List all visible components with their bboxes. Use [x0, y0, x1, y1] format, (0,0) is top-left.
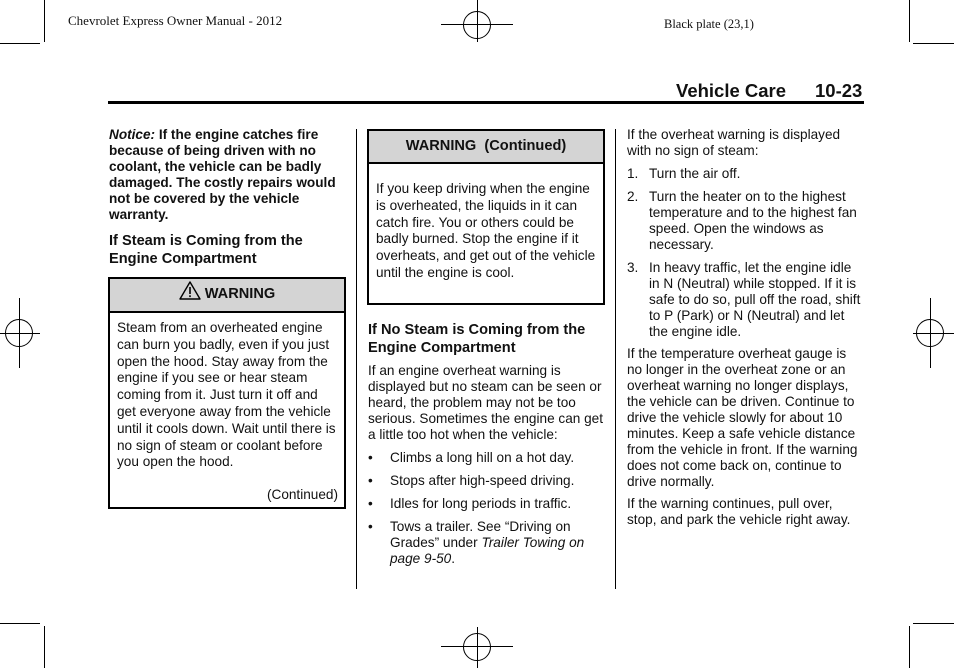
intro-paragraph: If an engine overheat warning is displayed but no steam can be seen or heard, the problem may not be too serious. Sometimes the engine can get a little too hot when the vehicle: — [368, 363, 604, 442]
warning-continued-header: WARNING (Continued) — [369, 131, 603, 164]
numbered-list — [627, 166, 865, 340]
list-item: • Climbs a long hill on a hot day. — [368, 450, 575, 465]
crop-mark — [913, 623, 954, 624]
warning-continued-text: If you keep driving when the engine is overheated, the liquids in it can catch fire. You or others could be badly burned. Stop the engine if it overheats, and get out of the vehicle until the engine is cool. — [376, 181, 596, 280]
crop-mark — [0, 623, 40, 624]
list-item: • Tows a trailer. See “Driving on Grades” under Trailer Towing on page 9-50. — [368, 519, 585, 566]
column-2 — [368, 321, 606, 567]
manual-title: Chevrolet Express Owner Manual - 2012 — [68, 13, 283, 28]
column-divider — [356, 129, 357, 589]
notice-text: If the engine catches fire because of being driven with no coolant, the vehicle can be badly damaged. The costly repairs would not be covered by the vehicle warranty. — [109, 127, 336, 222]
crop-mark — [44, 626, 45, 668]
crop-mark — [0, 43, 40, 44]
warning-title: WARNING — [204, 286, 276, 302]
list-item: • Idles for long periods in traffic. — [368, 496, 572, 511]
body-paragraph: If the temperature overheat gauge is no longer in the overheat zone or an overheat warning no longer displays, the vehicle can be driven. Continue to drive the vehicle slowly for about 10 minutes. Keep a safe vehicle distance from the vehicle in front. If the warning does not come back on, continue to drive normally. — [627, 346, 858, 489]
list-item: 2. Turn the heater on to the highest temperature and to the highest fan speed. Open the windows as necessary. — [627, 189, 857, 252]
column-3 — [627, 127, 865, 528]
continued-label: (Continued) — [266, 487, 338, 502]
bullet-icon: • — [368, 519, 373, 534]
warning-box-header — [110, 279, 344, 313]
bullet-icon: • — [368, 450, 373, 465]
crop-mark — [44, 0, 45, 42]
list-item: • Stops after high-speed driving. — [368, 473, 575, 488]
intro-paragraph: If the overheat warning is displayed with no sign of steam: — [627, 127, 841, 158]
header-rule — [108, 101, 864, 104]
column-divider — [615, 129, 616, 589]
section-heading: If Steam is Coming from the Engine Compartment — [109, 233, 303, 267]
list-item: 3. In heavy traffic, let the engine idle in N (Neutral) while stopped. If it is safe to do so, pull off the road, shift to P (Park) or N (Neutral) and let the engine idle. — [627, 260, 861, 339]
list-item: 1. Turn the air off. — [627, 166, 741, 181]
column-1 — [109, 127, 347, 268]
warning-continued-box — [367, 129, 605, 305]
cross-reference-link[interactable]: Trailer Towing on page 9-50 — [390, 535, 585, 566]
bullet-list — [368, 450, 606, 567]
warning-triangle-icon — [179, 281, 201, 312]
notice-label: Notice: — [109, 127, 156, 142]
bullet-icon: • — [368, 473, 373, 488]
crop-mark — [909, 0, 910, 42]
section-heading: If No Steam is Coming from the Engine Compartment — [368, 322, 586, 356]
plate-label: Black plate (23,1) — [664, 17, 754, 31]
crop-mark — [909, 626, 910, 668]
body-paragraph: If the warning continues, pull over, stop, and park the vehicle right away. — [627, 496, 851, 527]
section-title: Vehicle Care — [676, 80, 787, 101]
page-number: 10-23 — [815, 80, 863, 101]
notice-paragraph — [109, 127, 347, 223]
crop-mark — [913, 43, 954, 44]
warning-box — [108, 277, 346, 509]
warning-text: Steam from an overheated engine can burn you badly, even if you just open the hood. Stay away from the engine if you see or hear steam coming from it. Just turn it off and get everyone away from the vehicle until it cools down. Wait until there is no sign of steam or coolant before you open the hood. — [117, 320, 336, 470]
bullet-icon: • — [368, 496, 373, 511]
